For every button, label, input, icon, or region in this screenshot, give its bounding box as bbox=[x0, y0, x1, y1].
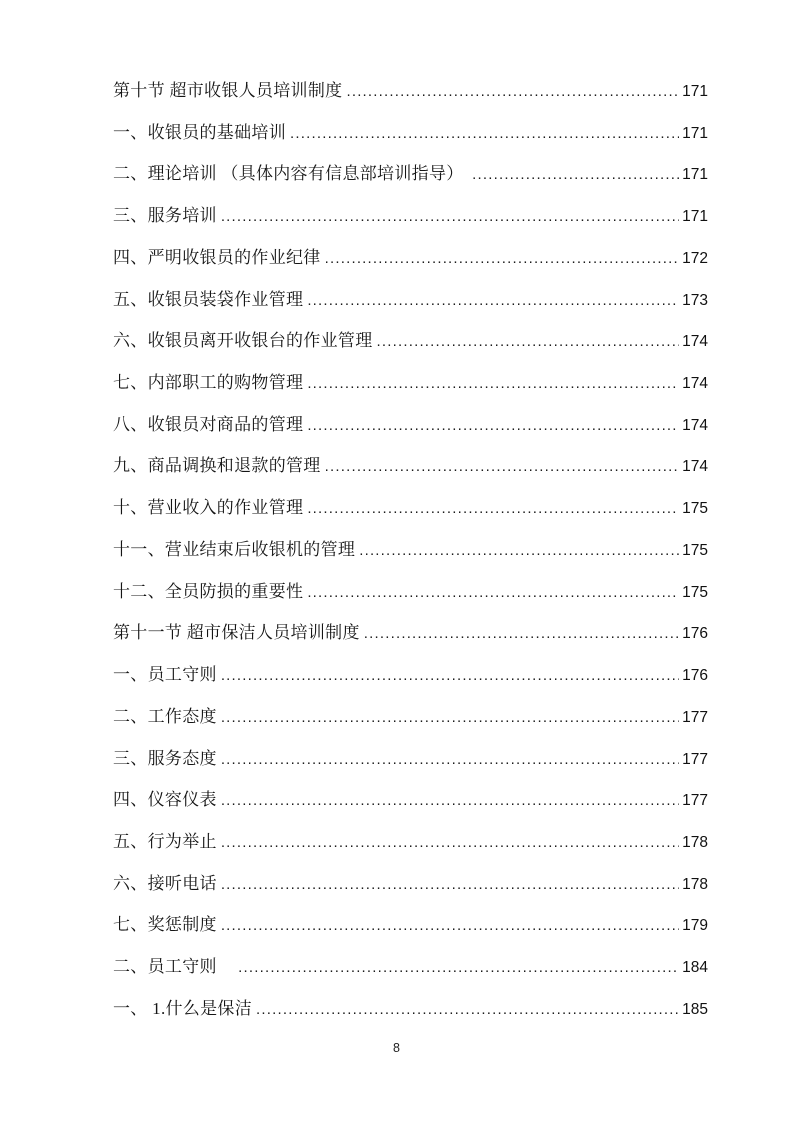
toc-entry[interactable] bbox=[113, 82, 708, 124]
toc-entry-page-number: 184 bbox=[682, 959, 708, 977]
toc-entry-label: 一、 1.什么是保洁 bbox=[113, 998, 252, 1018]
toc-entry-page-number: 171 bbox=[682, 166, 708, 184]
toc-dot-leader bbox=[377, 333, 680, 351]
toc-entry[interactable] bbox=[113, 833, 708, 875]
toc-entry-label: 三、服务培训 bbox=[113, 206, 217, 226]
toc-entry[interactable] bbox=[113, 291, 708, 333]
toc-entry-page-number: 174 bbox=[682, 375, 708, 393]
toc-entry-page-number: 178 bbox=[682, 875, 708, 893]
toc-dot-leader bbox=[307, 375, 679, 393]
toc-entry-page-number: 171 bbox=[682, 83, 708, 100]
toc-dot-leader bbox=[221, 834, 679, 852]
toc-entry-label: 七、奖惩制度 bbox=[113, 915, 217, 935]
toc-dot-leader bbox=[325, 458, 679, 476]
toc-entry-label: 十一、营业结束后收银机的管理 bbox=[113, 539, 356, 559]
toc-dot-leader bbox=[238, 959, 679, 977]
toc-entry-page-number: 177 bbox=[682, 750, 708, 768]
toc-dot-leader bbox=[221, 917, 679, 935]
toc-entry[interactable] bbox=[113, 249, 708, 291]
toc-dot-leader bbox=[290, 125, 679, 143]
toc-entry[interactable] bbox=[113, 708, 708, 750]
toc-dot-leader bbox=[325, 250, 679, 268]
toc-entry[interactable] bbox=[113, 499, 708, 541]
toc-entry[interactable] bbox=[113, 666, 708, 708]
page-footer bbox=[0, 1039, 793, 1057]
toc-entry-label: 第十一节 超市保洁人员培训制度 bbox=[113, 623, 360, 643]
toc-entry-label: 一、收银员的基础培训 bbox=[113, 122, 286, 142]
toc-dot-leader bbox=[221, 876, 679, 894]
toc-entry[interactable] bbox=[113, 958, 708, 1000]
toc-entry[interactable] bbox=[113, 374, 708, 416]
toc-entry-label: 五、收银员装袋作业管理 bbox=[113, 289, 304, 309]
toc-dot-leader bbox=[307, 584, 679, 602]
toc-entry[interactable] bbox=[113, 457, 708, 499]
toc-dot-leader bbox=[307, 500, 679, 518]
toc-entry-page-number: 178 bbox=[682, 833, 708, 851]
toc-dot-leader bbox=[307, 292, 679, 310]
toc-entry-page-number: 185 bbox=[682, 1000, 708, 1018]
toc-entry[interactable] bbox=[113, 541, 708, 583]
toc-entry-label: 四、严明收银员的作业纪律 bbox=[113, 247, 321, 267]
toc-dot-leader bbox=[359, 542, 679, 560]
toc-entry-page-number: 174 bbox=[682, 333, 708, 351]
toc-entry-page-number: 174 bbox=[682, 458, 708, 476]
toc-entry-label: 六、收银员离开收银台的作业管理 bbox=[113, 331, 373, 351]
toc-entry-label: 二、理论培训 （具体内容有信息部培训指导） bbox=[113, 164, 469, 184]
toc-entry[interactable] bbox=[113, 750, 708, 792]
toc-entry-label: 五、行为举止 bbox=[113, 831, 217, 851]
toc-entry-label: 六、接听电话 bbox=[113, 873, 217, 893]
footer-page-number: 8 bbox=[393, 1041, 400, 1055]
toc-entry[interactable] bbox=[113, 165, 708, 207]
toc-entry-label: 一、员工守则 bbox=[113, 665, 217, 685]
toc-dot-leader bbox=[307, 417, 679, 435]
toc-list bbox=[113, 82, 708, 1042]
toc-entry-page-number: 175 bbox=[682, 541, 708, 559]
toc-entry[interactable] bbox=[113, 124, 708, 166]
toc-entry-label: 第十节 超市收银人员培训制度 bbox=[113, 81, 343, 100]
toc-entry-label: 七、内部职工的购物管理 bbox=[113, 373, 304, 393]
toc-entry-page-number: 176 bbox=[682, 625, 708, 643]
toc-entry-label: 二、员工守则 bbox=[113, 957, 235, 977]
toc-entry-label: 二、工作态度 bbox=[113, 706, 217, 726]
toc-dot-leader bbox=[346, 83, 679, 101]
toc-entry-page-number: 179 bbox=[682, 917, 708, 935]
toc-dot-leader bbox=[221, 709, 679, 727]
toc-entry-label: 四、仪容仪表 bbox=[113, 790, 217, 810]
toc-entry-label: 三、服务态度 bbox=[113, 748, 217, 768]
toc-entry[interactable] bbox=[113, 207, 708, 249]
toc-dot-leader bbox=[221, 751, 679, 769]
toc-entry-label: 九、商品调换和退款的管理 bbox=[113, 456, 321, 476]
toc-dot-leader bbox=[364, 625, 679, 643]
toc-dot-leader bbox=[256, 1001, 679, 1019]
toc-entry-page-number: 172 bbox=[682, 249, 708, 267]
toc-entry-page-number: 176 bbox=[682, 667, 708, 685]
toc-entry[interactable] bbox=[113, 583, 708, 625]
toc-entry[interactable] bbox=[113, 875, 708, 917]
toc-entry[interactable] bbox=[113, 791, 708, 833]
toc-entry[interactable] bbox=[113, 916, 708, 958]
toc-dot-leader bbox=[472, 166, 679, 184]
toc-entry-page-number: 177 bbox=[682, 792, 708, 810]
toc-entry[interactable] bbox=[113, 1000, 708, 1042]
toc-dot-leader bbox=[221, 667, 679, 685]
toc-entry[interactable] bbox=[113, 416, 708, 458]
toc-entry-page-number: 171 bbox=[682, 208, 708, 226]
toc-entry[interactable] bbox=[113, 624, 708, 666]
toc-dot-leader bbox=[221, 792, 679, 810]
toc-entry-page-number: 175 bbox=[682, 583, 708, 601]
toc-entry-label: 十、营业收入的作业管理 bbox=[113, 498, 304, 518]
toc-dot-leader bbox=[221, 208, 679, 226]
toc-entry-page-number: 171 bbox=[682, 124, 708, 142]
toc-entry-page-number: 177 bbox=[682, 708, 708, 726]
toc-entry-label: 八、收银员对商品的管理 bbox=[113, 414, 304, 434]
toc-entry-page-number: 173 bbox=[682, 291, 708, 309]
toc-entry-page-number: 174 bbox=[682, 416, 708, 434]
toc-entry[interactable] bbox=[113, 332, 708, 374]
toc-entry-label: 十二、全员防损的重要性 bbox=[113, 581, 304, 601]
toc-entry-page-number: 175 bbox=[682, 500, 708, 518]
